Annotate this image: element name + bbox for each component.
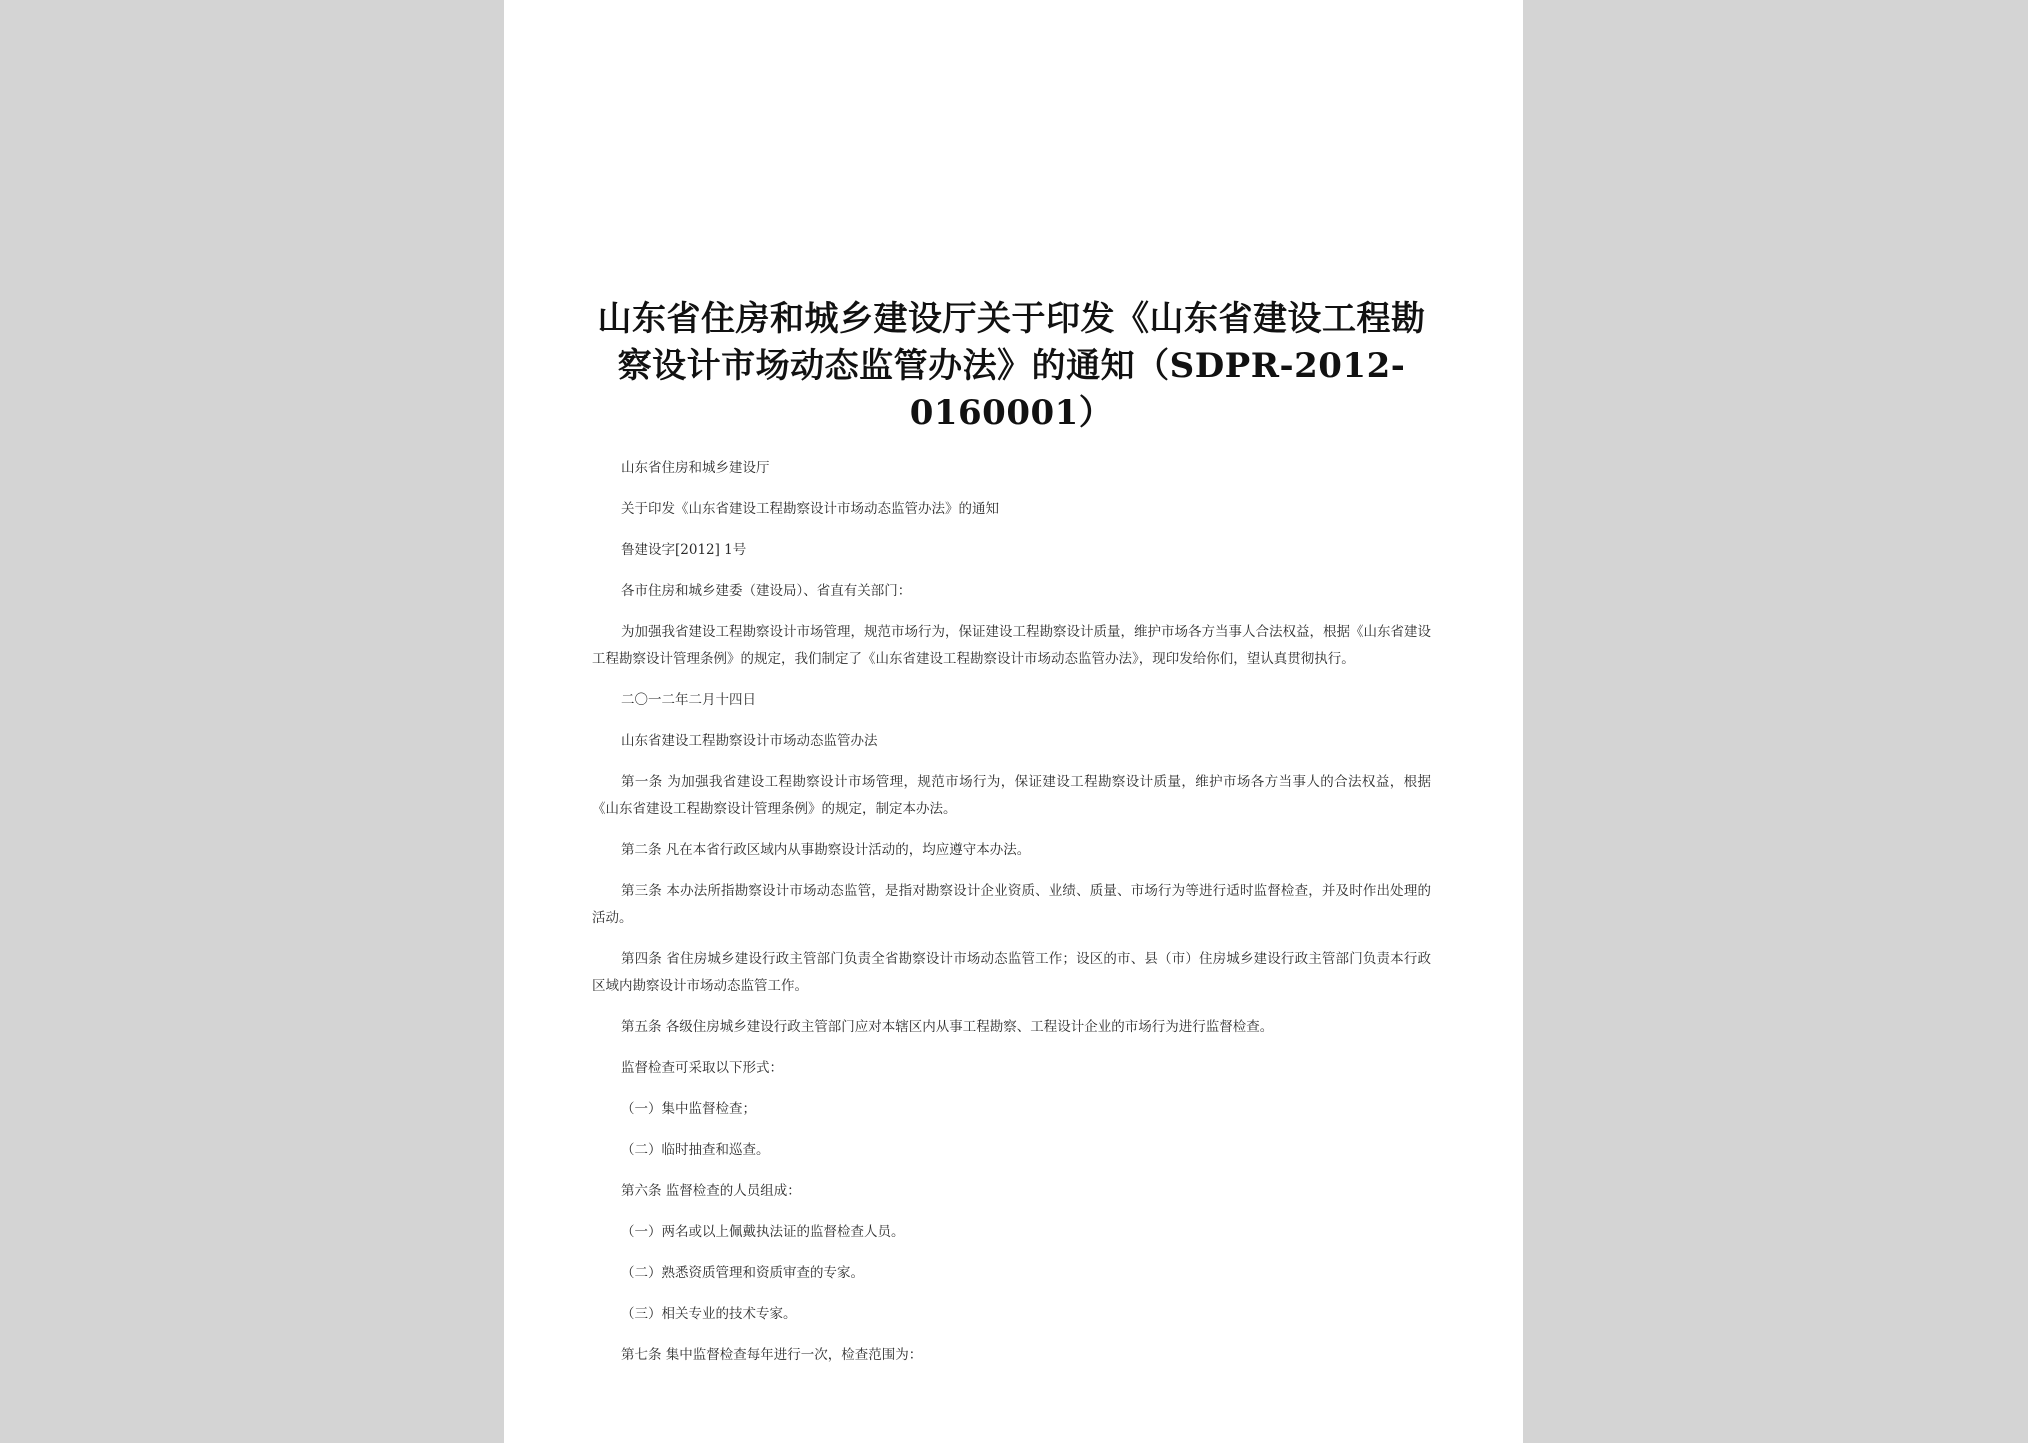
document-body [592,455,1431,1369]
article-3: 第三条 本办法所指勘察设计市场动态监管，是指对勘察设计企业资质、业绩、质量、市场行为等进行适时监督检查，并及时作出处理的活动。 [592,883,1431,926]
article-4: 第四条 省住房城乡建设行政主管部门负责全省勘察设计市场动态监管工作；设区的市、县（市）住房城乡建设行政主管部门负责本行政区域内勘察设计市场动态监管工作。 [592,951,1431,994]
notice-date: 二〇一二年二月十四日 [621,692,756,708]
article-1: 第一条 为加强我省建设工程勘察设计市场管理，规范市场行为，保证建设工程勘察设计质量，维护市场各方当事人的合法权益，根据《山东省建设工程勘察设计管理条例》的规定，制定本办法。 [592,774,1431,817]
article-6: 第六条 监督检查的人员组成： [621,1183,801,1199]
notice-subject: 关于印发《山东省建设工程勘察设计市场动态监管办法》的通知 [621,501,999,517]
document-title: 山东省住房和城乡建设厅关于印发《山东省建设工程勘察设计市场动态监管办法》的通知（SDPR-2012-0160001） [597,299,1426,433]
addressee-line: 各市住房和城乡建委（建设局）、省直有关部门： [621,583,912,599]
inspection-forms-intro: 监督检查可采取以下形式： [621,1060,783,1076]
list-item: （二）熟悉资质管理和资质审查的专家。 [621,1265,864,1281]
regulation-title: 山东省建设工程勘察设计市场动态监管办法 [621,733,878,749]
issuer-line: 山东省住房和城乡建设厅 [621,460,770,476]
article-5: 第五条 各级住房城乡建设行政主管部门应对本辖区内从事工程勘察、工程设计企业的市场行为进行监督检查。 [621,1019,1274,1035]
article-2: 第二条 凡在本省行政区域内从事勘察设计活动的，均应遵守本办法。 [621,842,1031,858]
document-number: 鲁建设字[2012] 1号 [621,542,747,558]
list-item: （一）集中监督检查； [621,1101,756,1117]
list-item: （三）相关专业的技术专家。 [621,1306,797,1322]
article-7: 第七条 集中监督检查每年进行一次，检查范围为： [621,1347,923,1363]
notice-body: 为加强我省建设工程勘察设计市场管理，规范市场行为，保证建设工程勘察设计质量，维护市场各方当事人合法权益，根据《山东省建设工程勘察设计管理条例》的规定，我们制定了《山东省建设工程勘察设计市场动态监管办法》，现印发给你们，望认真贯彻执行。 [592,624,1431,667]
document-page [504,0,1523,1443]
list-item: （一）两名或以上佩戴执法证的监督检查人员。 [621,1224,905,1240]
list-item: （二）临时抽查和巡查。 [621,1142,770,1158]
